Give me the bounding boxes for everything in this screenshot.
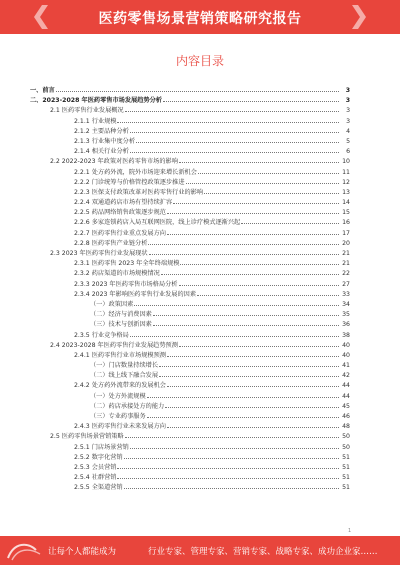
toc-entry-page: 6 bbox=[346, 148, 350, 156]
toc-entry-page: 51 bbox=[342, 453, 350, 461]
toc-entry-text: （一）处方外流规模 bbox=[90, 392, 146, 400]
toc-entry-text: 2.5.1 门店场景营销 bbox=[74, 443, 129, 451]
toc-entry-text: （一）政策因素 bbox=[90, 300, 134, 308]
toc-entry-text: 2.1.1 行业规模 bbox=[74, 117, 117, 125]
toc-leader-dots bbox=[117, 478, 339, 479]
toc-entry-text: （二）线上线下融合发展 bbox=[90, 372, 159, 380]
toc-entry-page: 16 bbox=[342, 219, 350, 227]
toc-leader-dots bbox=[147, 417, 339, 418]
footer-band bbox=[0, 536, 400, 565]
toc-leader-dots bbox=[153, 315, 339, 316]
toc-leader-dots bbox=[165, 407, 339, 408]
toc-entry-page: 51 bbox=[342, 463, 350, 471]
toc-entry-page: 45 bbox=[342, 402, 350, 410]
toc-entry[interactable] bbox=[30, 290, 350, 300]
toc-entry[interactable] bbox=[30, 463, 350, 473]
toc-entry[interactable] bbox=[30, 239, 350, 249]
toc-entry-text: 2.3.4 2023 年影响医药零售行业发展的因素 bbox=[74, 290, 197, 298]
toc-leader-dots bbox=[167, 234, 339, 235]
toc-entry-text: 2.5.4 社群营销 bbox=[74, 474, 117, 482]
toc-leader-dots bbox=[125, 111, 339, 112]
toc-entry[interactable] bbox=[30, 259, 350, 269]
toc-entry-text: 2.3.3 2023 年医药零售市场格局分析 bbox=[74, 280, 178, 288]
toc-entry-page: 3 bbox=[346, 107, 350, 115]
toc-entry-page: 22 bbox=[342, 270, 350, 278]
toc-leader-dots bbox=[149, 254, 339, 255]
toc-entry[interactable] bbox=[30, 137, 350, 147]
toc-entry[interactable] bbox=[30, 168, 350, 178]
toc-leader-dots bbox=[159, 376, 339, 377]
toc-entry[interactable] bbox=[30, 178, 350, 188]
toc-entry[interactable] bbox=[30, 127, 350, 137]
toc-entry-text: 2.4 2023-2028 年医药零售行业发展趋势预测 bbox=[50, 341, 178, 349]
toc-entry-text: 2.3.1 医药零售 2023 年全年终端规模 bbox=[74, 260, 180, 268]
toc-leader-dots bbox=[117, 468, 339, 469]
toc-leader-dots bbox=[163, 101, 339, 102]
toc-leader-dots bbox=[179, 162, 339, 163]
toc-leader-dots bbox=[161, 274, 339, 275]
toc-leader-dots bbox=[117, 122, 339, 123]
footer-slogan: 让每个人都能成为 bbox=[48, 547, 117, 557]
toc-entry[interactable] bbox=[30, 188, 350, 198]
toc-entry[interactable] bbox=[30, 483, 350, 493]
toc-entry-page: 42 bbox=[342, 372, 350, 380]
toc-entry-page: 50 bbox=[342, 433, 350, 441]
table-of-contents bbox=[30, 86, 350, 494]
toc-entry-page: 10 bbox=[342, 158, 350, 166]
toc-entry-page: 27 bbox=[342, 280, 350, 288]
toc-entry-text: 2.5 医药零售场景营销策略 bbox=[50, 433, 124, 441]
toc-leader-dots bbox=[124, 488, 339, 489]
header-band bbox=[0, 0, 400, 34]
toc-title: 内容目录 bbox=[175, 54, 224, 68]
toc-entry-text: 二、2023-2028 年医药零售市场发展趋势分析 bbox=[30, 97, 162, 105]
toc-entry[interactable] bbox=[30, 422, 350, 432]
toc-leader-dots bbox=[179, 346, 339, 347]
toc-entry-text: 2.4.1 医药零售行业市场规模预测 bbox=[74, 351, 166, 359]
toc-entry[interactable] bbox=[30, 198, 350, 208]
toc-entry-page: 46 bbox=[342, 413, 350, 420]
toc-entry-page: 3 bbox=[345, 97, 350, 105]
toc-entry[interactable] bbox=[30, 208, 350, 218]
toc-entry[interactable] bbox=[30, 96, 350, 106]
toc-leader-dots bbox=[179, 285, 340, 286]
toc-entry-page: 21 bbox=[342, 250, 350, 257]
toc-entry-page: 13 bbox=[342, 188, 350, 196]
toc-leader-dots bbox=[241, 223, 339, 224]
toc-entry-page: 44 bbox=[342, 382, 350, 390]
toc-leader-dots bbox=[153, 325, 339, 326]
toc-entry-page: 33 bbox=[342, 290, 350, 298]
header-ornament-right-icon bbox=[352, 5, 366, 29]
toc-leader-dots bbox=[125, 437, 339, 438]
page-number: 1 bbox=[348, 528, 352, 534]
toc-entry-page: 11 bbox=[342, 168, 350, 176]
toc-entry[interactable] bbox=[30, 249, 350, 259]
toc-entry[interactable] bbox=[30, 402, 350, 412]
toc-entry[interactable] bbox=[30, 218, 350, 228]
toc-entry-text: 2.5.5 全渠道营销 bbox=[74, 484, 123, 492]
toc-entry-text: （三）专业药事服务 bbox=[90, 413, 146, 420]
toc-entry-page: 15 bbox=[342, 209, 350, 217]
toc-leader-dots bbox=[159, 366, 339, 367]
toc-entry[interactable] bbox=[30, 300, 350, 310]
toc-leader-dots bbox=[167, 386, 339, 387]
toc-entry[interactable] bbox=[30, 371, 350, 381]
toc-entry-text: 2.1.3 行业集中度分析 bbox=[74, 137, 136, 145]
toc-entry-text: 2.2.6 多家连锁药店入局互联网医院，线上诊疗模式逐渐兴起 bbox=[74, 219, 241, 227]
toc-entry-page: 34 bbox=[342, 300, 350, 308]
toc-entry[interactable] bbox=[30, 453, 350, 463]
toc-entry-text: 2.3.5 行业竞争格局 bbox=[74, 331, 129, 339]
toc-entry[interactable] bbox=[30, 310, 350, 320]
toc-leader-dots bbox=[134, 305, 339, 306]
toc-entry-text: 2.2.2 门诊统筹与价格管控政策逐步推进 bbox=[74, 178, 185, 186]
report-title: 医药零售场景营销策略研究报告 bbox=[98, 11, 302, 27]
toc-entry-page: 44 bbox=[342, 392, 350, 400]
toc-entry-text: 2.3 2023 年医药零售行业发展现状 bbox=[50, 250, 148, 257]
toc-entry[interactable] bbox=[30, 392, 350, 402]
toc-entry-page: 38 bbox=[342, 331, 350, 339]
toc-entry-text: 2.2.4 双通道药店市场有望持续扩容 bbox=[74, 199, 173, 207]
toc-entry-page: 4 bbox=[346, 127, 350, 135]
toc-entry-text: 一、前言 bbox=[30, 87, 55, 94]
toc-entry-page: 17 bbox=[342, 229, 350, 237]
toc-entry[interactable] bbox=[30, 341, 350, 351]
toc-entry[interactable] bbox=[30, 269, 350, 279]
toc-entry-page: 21 bbox=[342, 260, 350, 268]
toc-entry-text: 2.2.7 医药零售行业重点发展方向 bbox=[74, 229, 166, 237]
toc-entry[interactable] bbox=[30, 443, 350, 453]
toc-entry[interactable] bbox=[30, 432, 350, 442]
toc-entry-text: 2.4.3 医药零售行业未来发展方向 bbox=[74, 423, 166, 431]
toc-entry[interactable] bbox=[30, 320, 350, 330]
toc-entry-page: 51 bbox=[342, 484, 350, 492]
toc-entry-text: （三）技术与创新因素 bbox=[90, 321, 152, 329]
toc-entry-text: 2.2.5 药品网络销售政策逐步规范 bbox=[74, 209, 166, 217]
toc-entry-text: （一）门店数量持续增长 bbox=[90, 362, 159, 370]
toc-leader-dots bbox=[130, 448, 339, 449]
toc-entry-text: 2.4.2 处方药外流带来的发展机会 bbox=[74, 382, 166, 390]
toc-leader-dots bbox=[147, 397, 339, 398]
toc-leader-dots bbox=[136, 142, 339, 143]
toc-leader-dots bbox=[197, 295, 339, 296]
toc-entry-page: 3 bbox=[346, 117, 350, 125]
toc-entry[interactable] bbox=[30, 106, 350, 116]
toc-leader-dots bbox=[148, 244, 339, 245]
toc-entry-text: 2.1.4 相关行业分析 bbox=[74, 148, 129, 156]
toc-leader-dots bbox=[204, 193, 339, 194]
toc-leader-dots bbox=[167, 213, 339, 214]
toc-entry-page: 5 bbox=[346, 137, 350, 145]
toc-entry-page: 3 bbox=[345, 87, 350, 94]
toc-entry-text: 2.2.3 医保支付政策改革对医药零售行业的影响 bbox=[74, 188, 204, 196]
toc-leader-dots bbox=[186, 183, 339, 184]
toc-entry[interactable] bbox=[30, 147, 350, 157]
toc-leader-dots bbox=[130, 132, 339, 133]
toc-entry[interactable] bbox=[30, 331, 350, 341]
toc-entry-page: 40 bbox=[342, 341, 350, 349]
toc-entry-page: 48 bbox=[342, 423, 350, 431]
toc-entry-page: 40 bbox=[342, 351, 350, 359]
toc-entry[interactable] bbox=[30, 361, 350, 371]
toc-entry[interactable] bbox=[30, 473, 350, 483]
toc-entry[interactable] bbox=[30, 381, 350, 391]
toc-leader-dots bbox=[167, 427, 339, 428]
toc-entry-text: 2.3.2 药店渠道的市场规模情况 bbox=[74, 270, 160, 278]
toc-entry[interactable] bbox=[30, 412, 350, 422]
toc-entry-text: 2.5.2 数字化营销 bbox=[74, 453, 123, 461]
toc-leader-dots bbox=[198, 173, 339, 174]
toc-entry-text: 2.2.8 医药零售产业链分析 bbox=[74, 239, 148, 247]
toc-leader-dots bbox=[173, 203, 339, 204]
toc-entry[interactable] bbox=[30, 86, 350, 96]
toc-leader-dots bbox=[180, 264, 339, 265]
toc-entry-page: 14 bbox=[342, 199, 350, 207]
toc-leader-dots bbox=[56, 91, 339, 92]
toc-entry-text: 2.2.1 处方药外流，院外市场迎来增长新机会 bbox=[74, 168, 197, 176]
toc-entry-page: 20 bbox=[342, 239, 350, 247]
toc-entry-text: 2.2 2022-2023 年政策对医药零售市场的影响 bbox=[50, 158, 178, 166]
toc-entry-text: （二）药店承接处方的能力 bbox=[90, 402, 165, 410]
toc-entry-page: 41 bbox=[342, 362, 350, 370]
footer-tagline: 行业专家、管理专家、营销专家、战略专家、成功企业家…… bbox=[148, 547, 378, 557]
toc-entry-text: （二）经济与消费因素 bbox=[90, 311, 152, 319]
toc-entry[interactable] bbox=[30, 229, 350, 239]
toc-entry[interactable] bbox=[30, 117, 350, 127]
toc-leader-dots bbox=[167, 356, 339, 357]
toc-entry[interactable] bbox=[30, 157, 350, 167]
toc-leader-dots bbox=[130, 336, 339, 337]
toc-entry-text: 2.1.2 主要品种分析 bbox=[74, 127, 129, 135]
toc-entry[interactable] bbox=[30, 280, 350, 290]
toc-entry-page: 35 bbox=[342, 311, 350, 319]
toc-entry-page: 51 bbox=[342, 474, 350, 482]
toc-leader-dots bbox=[124, 458, 339, 459]
swirl-logo-icon bbox=[6, 540, 42, 562]
toc-entry[interactable] bbox=[30, 351, 350, 361]
toc-entry-page: 36 bbox=[342, 321, 350, 329]
toc-leader-dots bbox=[130, 152, 339, 153]
toc-entry-page: 12 bbox=[342, 178, 350, 186]
toc-entry-page: 50 bbox=[342, 443, 350, 451]
toc-entry-text: 2.5.3 会员营销 bbox=[74, 463, 117, 471]
toc-entry-text: 2.1 医药零售行业发展概况 bbox=[50, 107, 124, 115]
